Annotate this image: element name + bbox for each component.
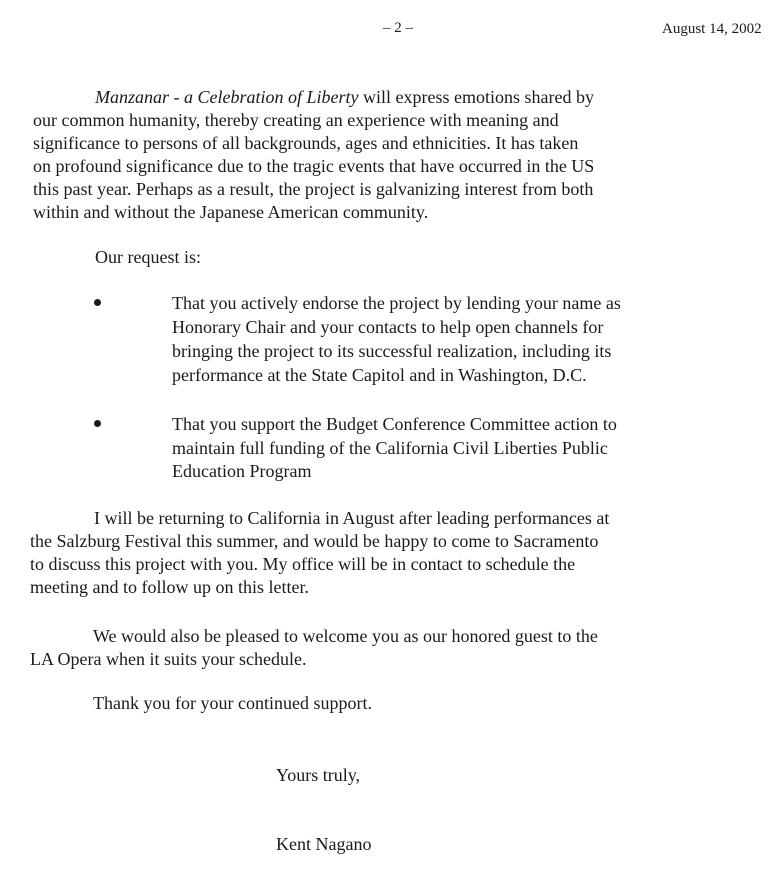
request-1-line: performance at the State Capitol and in Washington, D.C. — [172, 365, 587, 385]
paragraph-1-line: this past year. Perhaps as a result, the project is galvanizing interest from both — [33, 179, 594, 199]
page-number: – 2 – — [383, 20, 413, 36]
paragraph-1-line: within and without the Japanese American community. — [33, 202, 429, 222]
paragraph-1-line-1 — [95, 86, 594, 109]
paragraph-1-line: significance to persons of all backgrounds, ages and ethnicities. It has taken — [33, 133, 579, 153]
paragraph-3-line: LA Opera when it suits your schedule. — [30, 649, 307, 669]
closing: Yours truly, — [276, 765, 361, 785]
request-intro: Our request is: — [95, 247, 201, 267]
paragraph-1-line: our common humanity, thereby creating an experience with meaning and — [33, 110, 559, 130]
request-1-line: Honorary Chair and your contacts to help open channels for — [172, 317, 604, 337]
paragraph-2-line: to discuss this project with you. My office will be in contact to schedule the — [30, 554, 576, 574]
paragraph-1-line-1-rest: will express emotions shared by — [358, 87, 594, 107]
request-2-line: That you support the Budget Conference Committee action to — [172, 414, 617, 434]
letter-date: August 14, 2002 — [662, 21, 762, 37]
request-1-line: That you actively endorse the project by lending your name as — [172, 293, 621, 313]
request-2-line: maintain full funding of the California Civil Liberties Public — [172, 438, 608, 458]
signature-name: Kent Nagano — [276, 834, 372, 854]
project-title: Manzanar - a Celebration of Liberty — [95, 87, 359, 107]
paragraph-2-line: meeting and to follow up on this letter. — [30, 577, 309, 597]
paragraph-1-line: on profound significance due to the tragic events that have occurred in the US — [33, 156, 595, 176]
thanks-line: Thank you for your continued support. — [93, 693, 372, 713]
paragraph-3-line: We would also be pleased to welcome you as our honored guest to the — [93, 626, 598, 646]
paragraph-2-line: I will be returning to California in August after leading performances at — [94, 508, 610, 528]
bullet-icon — [94, 420, 101, 427]
paragraph-2-line: the Salzburg Festival this summer, and would be happy to come to Sacramento — [30, 531, 599, 551]
request-1-line: bringing the project to its successful realization, including its — [172, 341, 612, 361]
bullet-icon — [94, 299, 101, 306]
request-2-line: Education Program — [172, 461, 312, 481]
